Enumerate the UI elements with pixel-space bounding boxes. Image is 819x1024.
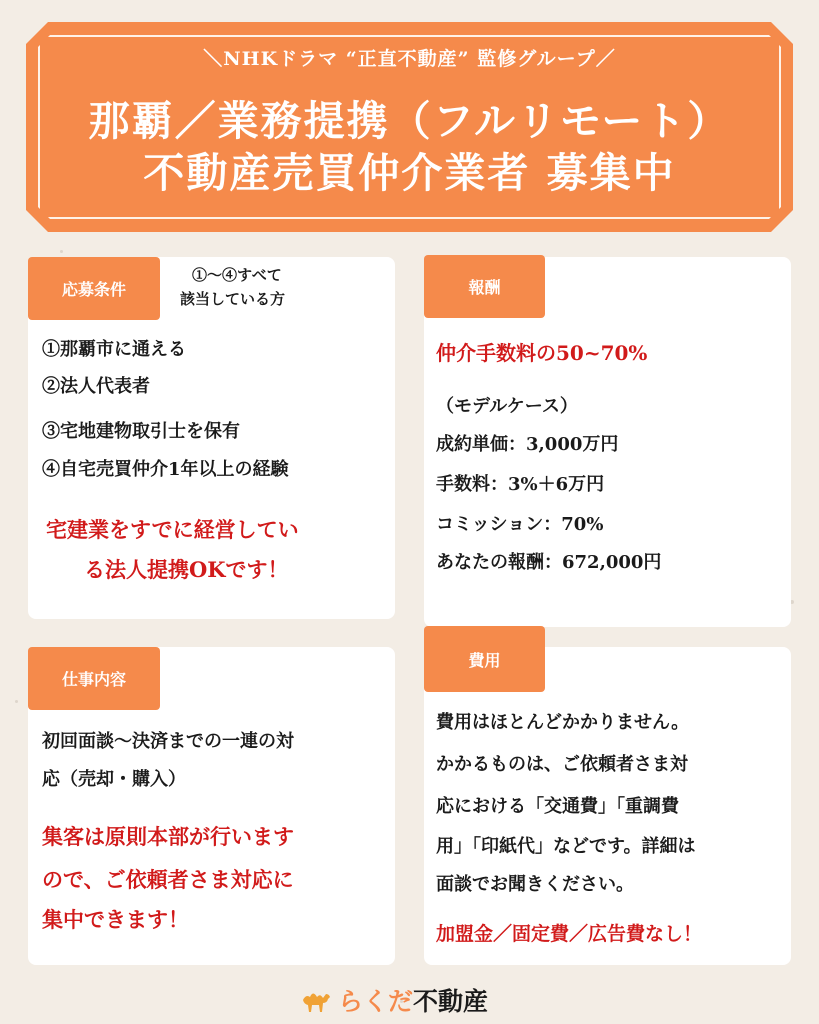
banner-title-line2: 不動産売買仲介業者 募集中 [143,149,676,197]
work-tab: 仕事内容 [28,647,160,710]
cost-tab: 費用 [424,626,545,692]
work-highlight-line1: 集客は原則本部が行います [42,824,294,849]
requirements-note-line1: ①〜④すべて [192,266,282,284]
reward-line: （モデルケース） [436,396,578,417]
reward-line: コミッション：70% [436,514,604,535]
reward-line: あなたの報酬：672,000円 [436,552,662,573]
reward-line: 成約単価：3,000万円 [436,434,619,455]
work-highlight-line3: 集中できます！ [42,907,189,932]
background-speck [60,250,63,253]
camel-icon [300,986,332,1014]
requirements-highlight-line1: 宅建業をすでに経営してい [46,517,299,542]
cost-line: 用」「印紙代」などです。詳細は [436,836,696,857]
cost-line: 面談でお聞きください。 [436,874,634,895]
requirements-highlight-line2: る法人提携OKです！ [84,557,289,582]
footer-brand-part2: 不動産 [413,987,489,1016]
requirements-tab: 応募条件 [28,257,160,320]
requirement-item: ④自宅売買仲介1年以上の経験 [42,459,289,480]
cost-line: かかるものは、ご依頼者さま対 [436,754,688,775]
reward-line: 手数料：3%＋6万円 [436,474,605,495]
cost-highlight: 加盟金／固定費／広告費なし！ [436,923,703,945]
background-speck [15,700,18,703]
work-description-line1: 初回面談〜決済までの一連の対 [42,731,294,752]
requirement-item: ②法人代表者 [42,376,150,397]
cost-line: 応における「交通費」「重調費 [436,796,679,817]
banner-title-line1: 那覇／業務提携（フルリモート） [88,97,731,145]
footer-brand-part1: らくだ [338,987,414,1016]
reward-headline: 仲介手数料の50~70% [436,341,648,365]
requirement-item: ①那覇市に通える [42,339,186,360]
reward-tab: 報酬 [424,255,545,318]
requirement-item: ③宅地建物取引士を保有 [42,421,240,442]
banner-subtitle: ＼NHKドラマ “正直不動産” 監修グループ／ [203,48,616,70]
requirements-note-line2: 該当している方 [180,290,286,308]
footer-logo [300,980,488,1020]
cost-line: 費用はほとんどかかりません。 [436,712,690,733]
work-highlight-line2: ので、ご依頼者さま対応に [42,867,294,892]
work-description-line2: 応（売却・購入） [42,769,186,790]
